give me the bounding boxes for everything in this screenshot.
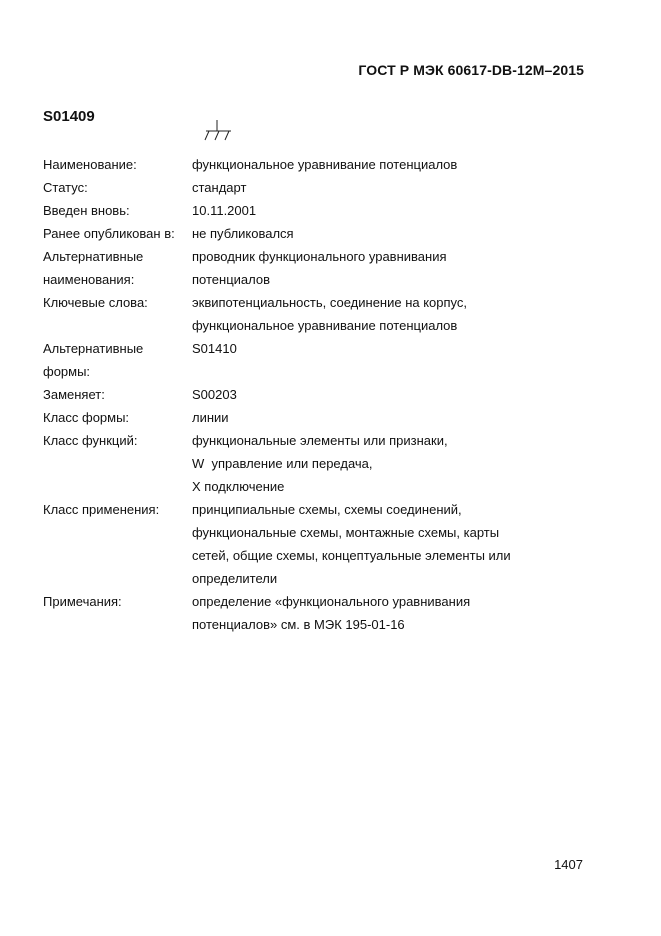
property-value (192, 406, 603, 429)
property-row (43, 291, 603, 337)
property-value-line: стандарт (192, 180, 247, 195)
property-value-line: не публиковался (192, 226, 294, 241)
property-value (192, 245, 603, 291)
property-label (43, 337, 192, 383)
property-label-line: формы: (43, 364, 91, 379)
property-value-line: линии (192, 410, 229, 425)
property-value-line: определение «функционального уравнивания (192, 594, 471, 609)
property-value (192, 199, 603, 222)
property-value (192, 153, 603, 176)
property-value-line: X подключение (192, 479, 285, 494)
property-value-line: потенциалов» см. в МЭК 195-01-16 (192, 617, 405, 632)
property-row (43, 498, 603, 590)
property-label-line: Примечания: (43, 594, 122, 609)
property-label (43, 498, 192, 590)
property-value-line: эквипотенциальность, соединение на корпус, (192, 295, 468, 310)
property-value (192, 337, 603, 383)
property-value (192, 498, 603, 590)
property-row (43, 337, 603, 383)
property-value (192, 383, 603, 406)
property-label (43, 383, 192, 406)
property-label-line: Введен вновь: (43, 203, 130, 218)
property-label (43, 176, 192, 199)
property-label-line: Ключевые слова: (43, 295, 148, 310)
property-value-line: сетей, общие схемы, концептуальные элементы или (192, 548, 511, 563)
property-label-line: Альтернативные (43, 341, 144, 356)
property-value (192, 590, 603, 636)
property-label-line: Альтернативные (43, 249, 144, 264)
property-value (192, 176, 603, 199)
property-value-line: проводник функционального уравнивания (192, 249, 447, 264)
property-row (43, 406, 603, 429)
property-value (192, 291, 603, 337)
property-value-line: определители (192, 571, 278, 586)
property-value-line: потенциалов (192, 272, 271, 287)
property-label-line: Ранее опубликован в: (43, 226, 175, 241)
property-row (43, 199, 603, 222)
property-value-line: S01410 (192, 341, 237, 356)
property-value (192, 429, 603, 498)
property-label (43, 406, 192, 429)
property-row (43, 153, 603, 176)
property-value-line: функциональное уравнивание потенциалов (192, 157, 458, 172)
property-label (43, 222, 192, 245)
property-value (192, 222, 603, 245)
property-label-line: Заменяет: (43, 387, 105, 402)
property-label (43, 590, 192, 636)
property-value-line: W управление или передача, (192, 456, 373, 471)
property-value-line: принципиальные схемы, схемы соединений, (192, 502, 462, 517)
property-label-line: наименования: (43, 272, 135, 287)
property-row (43, 383, 603, 406)
property-row (43, 245, 603, 291)
property-value-line: функциональные элементы или признаки, (192, 433, 448, 448)
property-value-line: функциональное уравнивание потенциалов (192, 318, 458, 333)
property-row (43, 176, 603, 199)
property-label (43, 429, 192, 498)
standard-designation: ГОСТ Р МЭК 60617-DB-12M–2015 (358, 62, 584, 78)
symbol-properties (43, 153, 603, 636)
equipotential-bonding-symbol-icon (200, 118, 240, 148)
property-label (43, 291, 192, 337)
page-number: 1407 (554, 857, 583, 872)
property-row (43, 429, 603, 498)
property-label-line: Класс формы: (43, 410, 130, 425)
property-value-line: функциональные схемы, монтажные схемы, карты (192, 525, 500, 540)
property-label-line: Статус: (43, 180, 88, 195)
property-row (43, 590, 603, 636)
property-row (43, 222, 603, 245)
property-label-line: Класс функций: (43, 433, 138, 448)
property-label-line: Класс применения: (43, 502, 160, 517)
property-label (43, 153, 192, 176)
property-label (43, 245, 192, 291)
property-label (43, 199, 192, 222)
property-label-line: Наименование: (43, 157, 137, 172)
symbol-code: S01409 (43, 108, 95, 125)
property-value-line: S00203 (192, 387, 237, 402)
property-value-line: 10.11.2001 (192, 203, 257, 218)
